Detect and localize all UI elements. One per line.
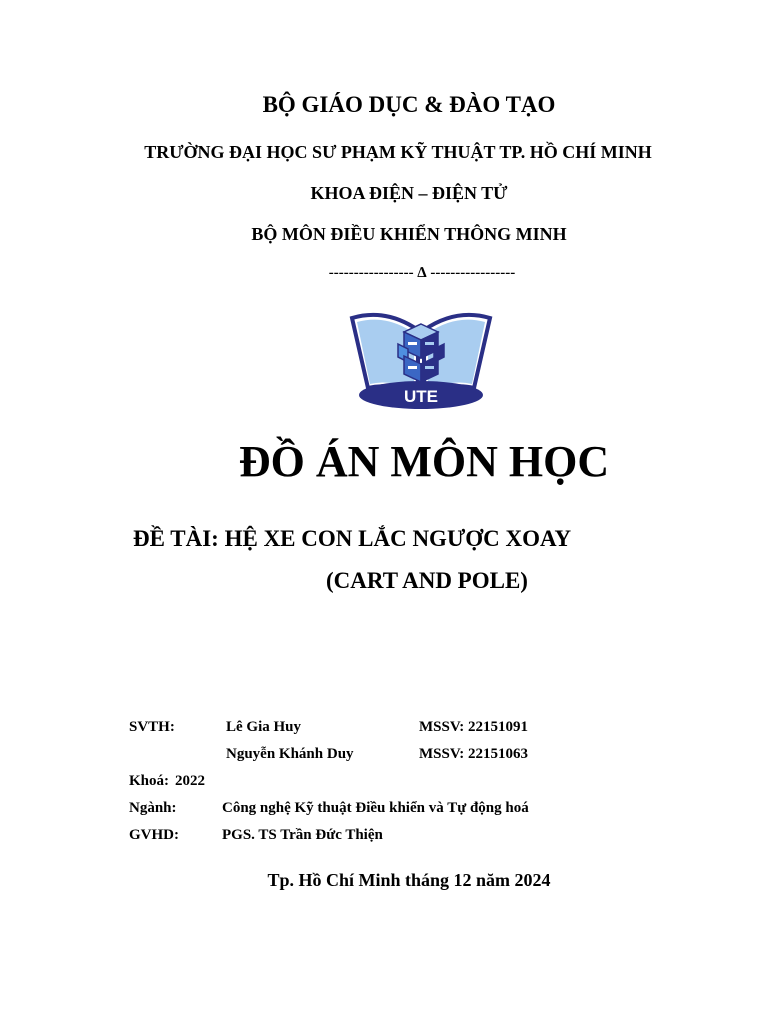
divider: ----------------- ∆ -----------------	[328, 265, 516, 281]
khoa-value: 2022	[175, 773, 205, 789]
student-2-mssv: MSSV: 22151063	[419, 746, 529, 762]
student-1-mssv: MSSV: 22151091	[419, 719, 529, 735]
topic-line-1: ĐỀ TÀI: HỆ XE CON LẮC NGƯỢC XOAY	[133, 526, 572, 551]
student-1-name: Lê Gia Huy	[226, 719, 302, 735]
ministry-name: BỘ GIÁO DỤC & ĐÀO TẠO	[262, 92, 556, 117]
place-date: Tp. Hồ Chí Minh tháng 12 năm 2024	[267, 870, 551, 890]
document-title: ĐỒ ÁN MÔN HỌC	[238, 437, 610, 486]
nganh-label: Ngành:	[129, 800, 177, 816]
faculty-name: KHOA ĐIỆN – ĐIỆN TỬ	[310, 183, 508, 203]
department-name: BỘ MÔN ĐIỀU KHIỂN THÔNG MINH	[251, 224, 567, 244]
topic-line-2: (CART AND POLE)	[326, 568, 528, 593]
logo-text: UTE	[404, 387, 438, 406]
student-2-name: Nguyễn Khánh Duy	[226, 746, 354, 762]
nganh-value: Công nghệ Kỹ thuật Điều khiển và Tự động hoá	[222, 800, 529, 816]
university-name: TRƯỜNG ĐẠI HỌC SƯ PHẠM KỸ THUẬT TP. HỒ CHÍ MINH	[144, 142, 652, 162]
svth-label: SVTH:	[129, 719, 175, 735]
ute-logo-icon	[346, 302, 496, 410]
khoa-label: Khoá:	[129, 773, 170, 789]
cube-mark	[398, 324, 444, 382]
gvhd-value: PGS. TS Trần Đức Thiện	[222, 827, 383, 843]
gvhd-label: GVHD:	[129, 827, 179, 843]
